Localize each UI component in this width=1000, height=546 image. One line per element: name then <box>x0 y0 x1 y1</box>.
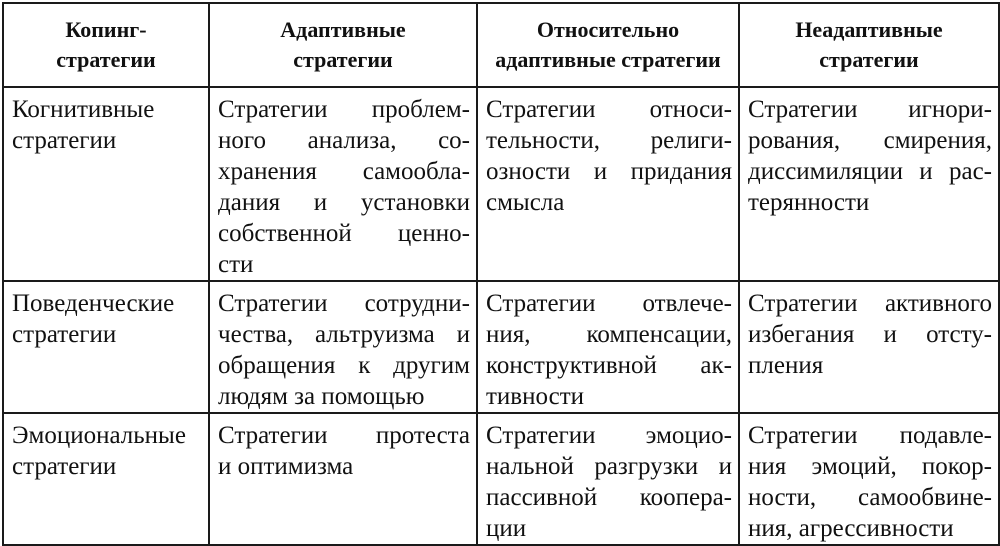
cell-line: рования, смирения, <box>748 127 992 154</box>
cell-line: Стратегии сотрудни- <box>218 290 470 317</box>
cell-line: пления <box>748 352 824 379</box>
cell-line: ции <box>486 515 527 542</box>
row-label-line: стратегии <box>12 453 117 480</box>
cell-adaptive <box>209 413 477 545</box>
cell-line: тивности <box>486 383 585 410</box>
cell-line: конструктивной ак- <box>486 352 732 379</box>
cell-line: Стратегии активного <box>748 290 992 317</box>
header-line: Копинг- <box>65 17 147 42</box>
header-line: стратегии <box>819 47 919 72</box>
table-row-emotional <box>3 413 999 545</box>
row-label-line: стратегии <box>12 127 117 154</box>
header-row <box>3 3 999 87</box>
cell-adaptive <box>209 281 477 413</box>
row-label-line: Поведенческие <box>12 290 175 317</box>
header-relatively-adaptive <box>477 3 739 87</box>
cell-line: тельности, религи- <box>486 127 732 154</box>
row-label-line: Когнитивные <box>12 96 155 123</box>
table-row-cognitive <box>3 87 999 281</box>
cell-line: терянности <box>748 189 870 216</box>
cell-line: Стратегии относи- <box>486 96 732 123</box>
cell-line: людям за помощью <box>218 383 425 410</box>
cell-adaptive <box>209 87 477 281</box>
table-row-behavioral <box>3 281 999 413</box>
header-line: Относительно <box>536 17 680 42</box>
cell-line: смысла <box>486 189 565 216</box>
cell-line: озности и придания <box>486 158 732 185</box>
cell-line: ного анализа, со- <box>218 127 470 154</box>
cell-line: чества, альтруизма и <box>218 321 470 348</box>
row-label-line: Эмоциональные <box>12 422 186 449</box>
cell-maladaptive <box>739 87 999 281</box>
cell-line: хранения самообла- <box>218 158 470 185</box>
row-label <box>3 281 209 413</box>
cell-relatively-adaptive <box>477 413 739 545</box>
cell-relatively-adaptive <box>477 87 739 281</box>
cell-line: нальной разгрузки и <box>486 453 732 480</box>
cell-maladaptive <box>739 281 999 413</box>
cell-line: ния, агрессивности <box>748 515 954 542</box>
cell-line: избегания и отсту- <box>748 321 992 348</box>
cell-line: и оптимизма <box>218 453 354 480</box>
cell-line: ния, компенсации, <box>486 321 732 348</box>
row-label <box>3 413 209 545</box>
cell-line: дания и установки <box>218 189 470 216</box>
header-line: стратегии <box>293 47 393 72</box>
cell-line: собственной ценно- <box>218 220 470 247</box>
cell-relatively-adaptive <box>477 281 739 413</box>
cell-line: Стратегии проблем- <box>218 96 470 123</box>
coping-strategies-table <box>2 2 1000 546</box>
cell-line: ния эмоций, покор- <box>748 453 992 480</box>
header-adaptive <box>209 3 477 87</box>
cell-line: Стратегии протеста <box>218 422 470 449</box>
row-label <box>3 87 209 281</box>
header-line: Адаптивные <box>280 17 406 42</box>
header-coping-strategies <box>3 3 209 87</box>
cell-line: Стратегии игнори- <box>748 96 992 123</box>
header-line: Неадаптивные <box>795 17 943 42</box>
row-label-line: стратегии <box>12 321 117 348</box>
cell-line: обращения к другим <box>218 352 470 379</box>
cell-line: Стратегии отвлече- <box>486 290 732 317</box>
cell-line: диссимиляции и рас- <box>748 158 992 185</box>
cell-line: пассивной коопера- <box>486 484 732 511</box>
header-maladaptive <box>739 3 999 87</box>
cell-line: сти <box>218 251 254 278</box>
cell-line: ности, самообвине- <box>748 484 992 511</box>
cell-line: Стратегии подавле- <box>748 422 992 449</box>
header-line: стратегии <box>56 47 156 72</box>
header-line: адаптивные стратегии <box>495 47 721 72</box>
cell-maladaptive <box>739 413 999 545</box>
cell-line: Стратегии эмоцио- <box>486 422 732 449</box>
